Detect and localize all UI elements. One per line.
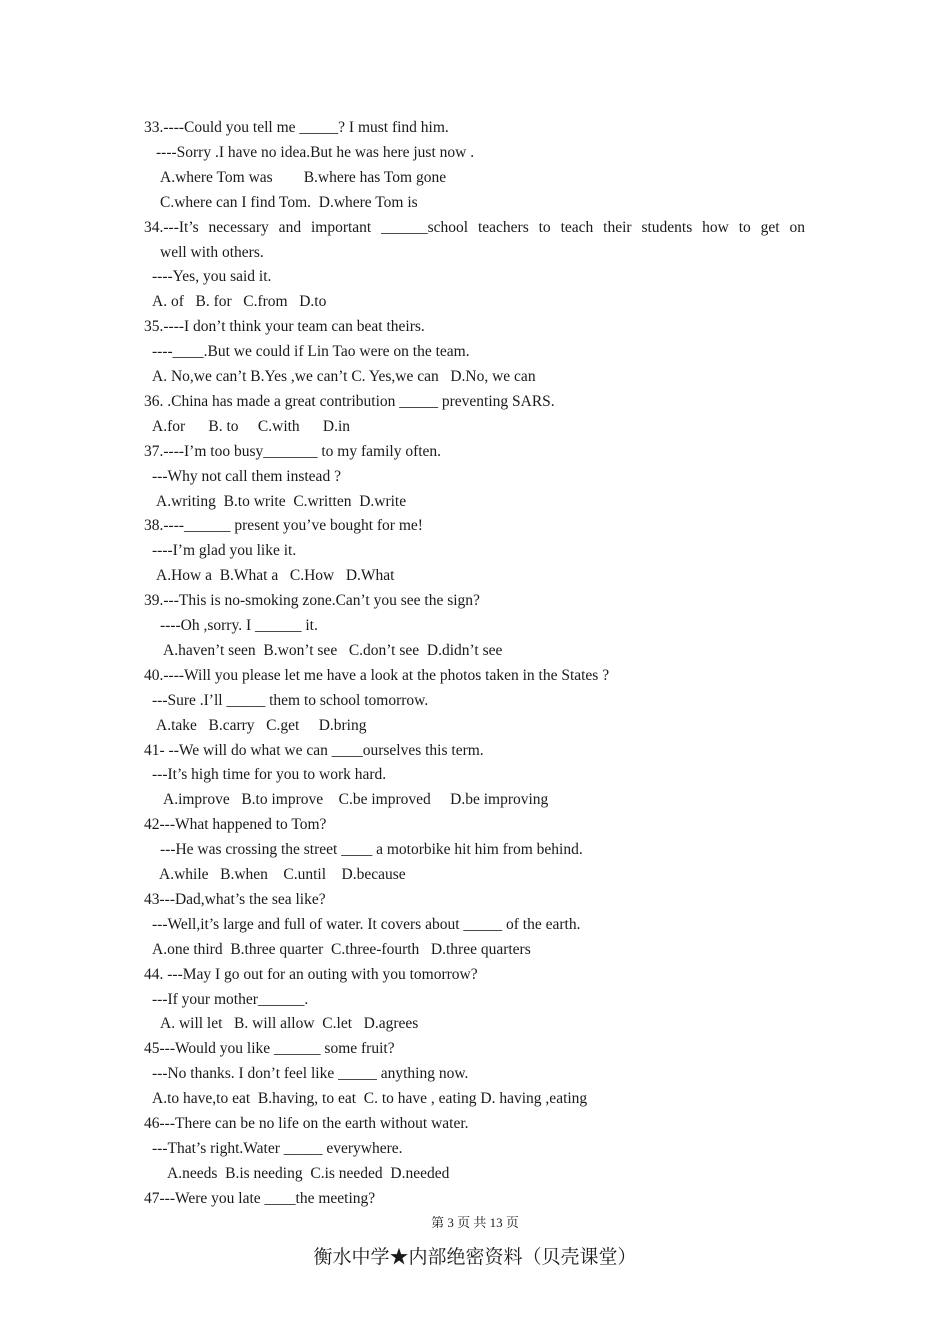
text-line: ----I’m glad you like it. [152,542,297,560]
text-line: C.where can I find Tom. D.where Tom is [160,193,418,211]
footer-watermark: 衡水中学★内部绝密资料（贝壳课堂） [313,1247,637,1268]
text-line: well with others. [160,243,264,261]
text-line: 35.----I don’t think your team can beat theirs. [144,318,425,336]
text-line: ---That’s right.Water _____ everywhere. [152,1139,403,1157]
text-line: 38.----______ present you’ve bought for me! [144,517,423,535]
text-line: 39.---This is no-smoking zone.Can’t you see the sign? [144,592,480,610]
text-line: 42---What happened to Tom? [144,816,327,834]
text-line: 47---Were you late ____the meeting? [144,1189,376,1207]
text-line: 40.----Will you please let me have a look at the photos taken in the States ? [144,666,610,684]
text-line: A.improve B.to improve C.be improved D.be improving [163,791,549,809]
text-line: 33.----Could you tell me _____? I must find him. [144,119,449,136]
text-line: ----Yes, you said it. [152,268,272,286]
text-line: ----Sorry .I have no idea.But he was here just now . [156,143,475,161]
text-line: ---Why not call them instead ? [152,467,341,485]
text-line: A.while B.when C.until D.because [159,866,406,883]
text-line: A.How a B.What a C.How D.What [156,567,395,585]
text-line: 41- --We will do what we can ____ourselves this term. [144,741,484,759]
text-line: A.take B.carry C.get D.bring [156,716,367,734]
text-line: 45---Would you like ______ some fruit? [144,1040,395,1058]
text-line: ---Well,it’s large and full of water. It covers about _____ of the earth. [152,915,581,933]
text-line: A.needs B.is needing C.is needed D.needed [167,1164,450,1182]
text-line: A. will let B. will allow C.let D.agrees [160,1015,419,1033]
text-line: ---If your mother______. [152,990,309,1008]
text-line: A. No,we can’t B.Yes ,we can’t C. Yes,we can D.No, we can [152,368,536,385]
text-line: A.writing B.to write C.written D.write [156,492,407,510]
text-line: A.to have,to eat B.having, to eat C. to have , eating D. having ,eating [152,1090,588,1108]
text-line: 46---There can be no life on the earth without water. [144,1115,469,1132]
text-line: ---No thanks. I don’t feel like _____ anything now. [152,1065,469,1083]
text-line: A.for B. to C.with D.in [152,417,351,435]
page-number: 第 3 页 共 13 页 [431,1215,519,1230]
text-line: A. of B. for C.from D.to [152,293,327,311]
text-line: ---It’s high time for you to work hard. [152,766,387,784]
text-line: 34.---It’s necessary and important ______school teachers to teach their students how to get on [144,218,805,236]
text-line: 44. ---May I go out for an outing with you tomorrow? [144,965,478,983]
text-line: ----____.But we could if Lin Tao were on the team. [152,343,470,361]
text-line: ---Sure .I’ll _____ them to school tomorrow. [152,691,429,709]
text-line: A.one third B.three quarter C.three-fourth D.three quarters [152,940,531,958]
text-line: 37.----I’m too busy_______ to my family often. [144,442,442,460]
text-line: ---He was crossing the street ____ a motorbike hit him from behind. [160,841,583,859]
text-line: A.where Tom was B.where has Tom gone [160,168,447,186]
text-line: 43---Dad,what’s the sea like? [144,890,326,908]
text-line: 36. .China has made a great contribution _____ preventing SARS. [144,392,555,410]
text-line: A.haven’t seen B.won’t see C.don’t see D.didn’t see [163,641,503,659]
text-line: ----Oh ,sorry. I ______ it. [160,617,318,634]
